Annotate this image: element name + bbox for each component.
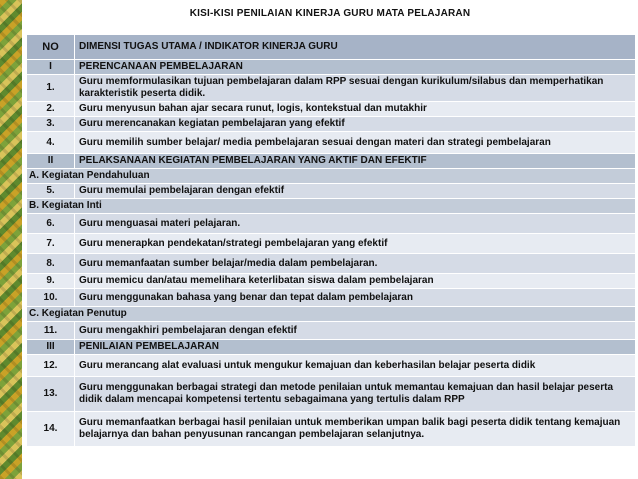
section-label: PENILAIAN PEMBELAJARAN [75,340,636,355]
row-number: 10. [27,289,75,307]
table-row [27,184,636,199]
row-text: Guru menggunakan bahasa yang benar dan tepat dalam pembelajaran [75,289,636,307]
row-number: 14. [27,412,75,447]
row-number: 8. [27,254,75,274]
decorative-side-pattern [0,0,22,479]
table-row [27,132,636,154]
row-number: 11. [27,322,75,340]
row-text: Guru menggunakan berbagai strategi dan metode penilaian untuk memantau kemajuan dan hasil belajar peserta didik dalam mencapai kompetensi tertentu sebagaimana yang tertulis dalam RPP [75,377,636,412]
row-text: Guru merancang alat evaluasi untuk mengukur kemajuan dan keberhasilan belajar peserta didik [75,355,636,377]
section-label: PERENCANAAN PEMBELAJARAN [75,60,636,75]
section-number: I [27,60,75,75]
subsection-row [27,169,636,184]
section-number: III [27,340,75,355]
row-text: Guru memanfaatkan berbagai hasil penilaian untuk memberikan umpan balik bagi peserta didik tentang kemajuan belajarnya dan bahan penyusunan rancangan pembelajaran selanjutnya. [75,412,636,447]
row-number: 9. [27,274,75,289]
table-row [27,234,636,254]
subsection-label: B. Kegiatan Inti [27,199,636,214]
row-number: 5. [27,184,75,199]
header-no: NO [27,35,75,60]
row-number: 13. [27,377,75,412]
table-row [27,102,636,117]
subsection-row [27,199,636,214]
row-number: 6. [27,214,75,234]
table-header-row [27,35,636,60]
table-row [27,412,636,447]
section-number: II [27,154,75,169]
row-number: 4. [27,132,75,154]
row-text: Guru menyusun bahan ajar secara runut, logis, kontekstual dan mutakhir [75,102,636,117]
section-row [27,154,636,169]
table-row [27,355,636,377]
table-row [27,289,636,307]
row-text: Guru menerapkan pendekatan/strategi pembelajaran yang efektif [75,234,636,254]
row-text: Guru memicu dan/atau memelihara keterlibatan siswa dalam pembelajaran [75,274,636,289]
table-row [27,75,636,102]
row-number: 3. [27,117,75,132]
row-text: Guru menguasai materi pelajaran. [75,214,636,234]
row-text: Guru merencanakan kegiatan pembelajaran yang efektif [75,117,636,132]
row-number: 1. [27,75,75,102]
section-row [27,340,636,355]
header-dimensi: DIMENSI TUGAS UTAMA / INDIKATOR KINERJA GURU [75,35,636,60]
subsection-label: A. Kegiatan Pendahuluan [27,169,636,184]
subsection-row [27,307,636,322]
table-row [27,117,636,132]
row-text: Guru memformulasikan tujuan pembelajaran dalam RPP sesuai dengan kurikulum/silabus dan memperhatikan karakteristik peserta didik. [75,75,636,102]
row-number: 2. [27,102,75,117]
subsection-label: C. Kegiatan Penutup [27,307,636,322]
table-row [27,377,636,412]
row-text: Guru memulai pembelajaran dengan efektif [75,184,636,199]
row-text: Guru mengakhiri pembelajaran dengan efektif [75,322,636,340]
page-title: KISI-KISI PENILAIAN KINERJA GURU MATA PELAJARAN [189,8,471,19]
assessment-grid-table [26,34,636,447]
section-label: PELAKSANAAN KEGIATAN PEMBELAJARAN YANG AKTIF DAN EFEKTIF [75,154,636,169]
row-number: 7. [27,234,75,254]
table-row [27,254,636,274]
row-number: 12. [27,355,75,377]
table-row [27,322,636,340]
row-text: Guru memilih sumber belajar/ media pembelajaran sesuai dengan materi dan strategi pembelajaran [75,132,636,154]
section-row [27,60,636,75]
row-text: Guru memanfaatan sumber belajar/media dalam pembelajaran. [75,254,636,274]
table-row [27,214,636,234]
table-row [27,274,636,289]
